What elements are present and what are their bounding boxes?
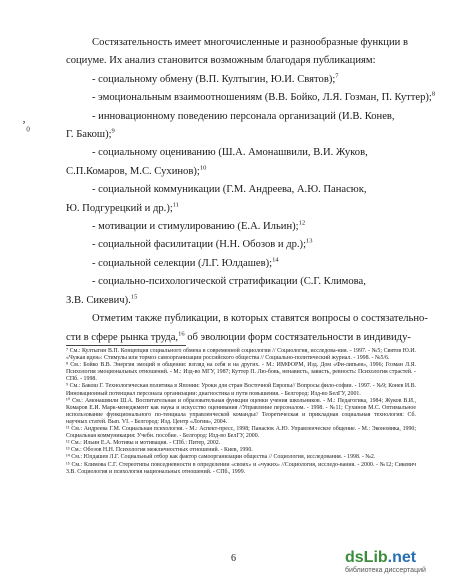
list-item: - мотивации и стимулированию (Е.А. Ильин);$^{12}$: [92, 219, 306, 233]
list-item: - социальному обмену (В.П. Култыгин, Ю.И. Святов);$^7$: [92, 72, 339, 85]
footnote: ¹⁰ См.: Амонашвили Ш.А. Воспитательная и образовательная функция оценки учения школьников. - М.: Педагогика, 1984; Жуков В.И., Комаров Е.И. Марк-менеджмент как наука и искусство оценивания //Управление персоналом. - 1998. - №11; Сухинов М.С. Оптимальное использование функционального по-тенциала управленческой команды// Теоретическая и прикладная социальная технология: Сб. научных статей. Вып. VI. - Белгород: Изд. Центр «Логия», 2004.: [66, 397, 416, 425]
list-item-cont: З.В. Сикевич).$^{15}$: [66, 293, 138, 306]
list-item: - социальной фасилитации (Н.Н. Обозов и др.);$^{13}$: [92, 237, 313, 251]
margin-mark: ʼ₀: [22, 118, 31, 132]
footnote-ref: 14: [272, 256, 279, 264]
paragraph-line: социуме. Их анализ становится возможным благодаря публикациям:: [66, 55, 376, 67]
list-item: - эмоциональным взаимоотношениям (В.В. Бойко, Л.Я. Гозман, П. Куттер);$^8$: [92, 90, 436, 104]
footnote-rule: [66, 345, 186, 346]
footnote: ¹⁵ См.: Климова С.Г. Стереотипы повседневности в определении «своих» и «чужих» //Социология, исследо-вания. - 2000. - №12; Сикевич З.В. Социология и психология национальных отношений. - СПб., 1999.: [66, 461, 416, 475]
footnote-ref: 7: [335, 72, 339, 80]
list-item-cont: Ю. Подгурецкий и др.);$^{11}$: [66, 201, 180, 214]
footnote: ⁷ См.: Култыгин В.П. Концепция социального обмена в современной социологии // Социология, исследова-ния. - 1997. - №5; Святов Ю.И. «Чужая идея»: Стимулы или тормоз самоорганизации российского общества // Социально-политический журнал. - 1998. - №5/6.: [66, 348, 416, 362]
footnote: ¹³ См.: Обозов Н.Н. Психология межличностных отношений. - Киев, 1990.: [66, 447, 253, 454]
logo-wordmark: dsLib.net: [345, 549, 417, 566]
footnote-ref: 12: [298, 219, 306, 227]
footnote-ref: 8: [431, 90, 436, 98]
list-item: - социально-психологической стратификации (С.Г. Климова,: [92, 276, 366, 288]
logo-tagline: библиотека диссертаций: [345, 567, 426, 574]
paragraph-line: сти в сфере рынка труда,$^{16}$ об эволюции форм состязательности в индивиду-: [66, 329, 411, 343]
footnote: ¹¹ См.: Андреева Г.М. Социальная психология. - М.: Аспект-пресс, 1998; Панасюк А.Ю. Управленческое общение. - М.: Экономика, 1990; Социальная коммуникация: Учебн. пособие. - Белгород: Изд-во БелГУ, 2000.: [66, 426, 416, 440]
dslib-logo[interactable]: [345, 549, 450, 582]
footnote: ⁹ См.: Бакош Г. Технологическая политика в Японии: Уроки для стран Восточной Европы// Вопросы фило-софии. - 1997. - №9; Конев И.В. Инновационный потенциал персонала организации: диагностика и пути повышения. - Белгород: Изд-во БелГУ, 2001.: [66, 383, 416, 397]
footnote: ¹⁴ См.: Юлдашев Л.Г. Социальный отбор как фактор самоорганизации общества // Социология, исследования. - 1998. - №2.: [66, 454, 376, 461]
paragraph-line: Отметим также публикации, в которых ставятся вопросы о состязательно-: [92, 313, 428, 325]
list-item: - инновационному поведению персонала организаций (И.В. Конев,: [92, 110, 395, 122]
footnote-ref: 11: [172, 201, 180, 209]
paragraph-line: Состязательность имеет многочисленные и разнообразные функции в: [92, 37, 408, 48]
footnote-ref: 9: [111, 127, 115, 135]
list-item-cont: Г. Бакош);$^9$: [66, 127, 115, 141]
footnote-ref: 16: [178, 329, 185, 337]
footnote-ref: 15: [130, 293, 138, 301]
list-item: - социальной коммуникации (Г.М. Андреева, А.Ю. Панасюк,: [92, 184, 367, 196]
page-number: 6: [231, 553, 236, 564]
list-item: - социальной селекции (Л.Г. Юлдашев);$^{14}$: [92, 256, 279, 269]
footnote: ⁸ См.: Бойко В.В. Энергия эмоций в общении: взгляд на себя и на других. - М.: ИМФОРМ, Изд. Дом «Фи-липьев», 1996; Гозман Л.Я. Психология эмоциональных отношений. - М.: Изд-во МГУ, 1987; Куттер П. Лю-бовь, ненависть, зависть, ревность: Психология страстей. - СПб. - 1998.: [66, 362, 416, 383]
list-item-cont: С.П.Комаров, М.С. Сухинов);$^{10}$: [66, 164, 207, 177]
footnote-ref: 10: [199, 164, 207, 172]
footnote-ref: 13: [306, 237, 313, 245]
footnote: ¹² См.: Ильин Е.А. Мотивы и мотивация. - СПб.: Питер, 2002.: [66, 440, 221, 447]
footnotes: [66, 348, 416, 476]
list-item: - социальному оцениванию (Ш.А. Амонашвили, В.И. Жуков,: [92, 147, 368, 159]
main-text: [66, 34, 436, 347]
